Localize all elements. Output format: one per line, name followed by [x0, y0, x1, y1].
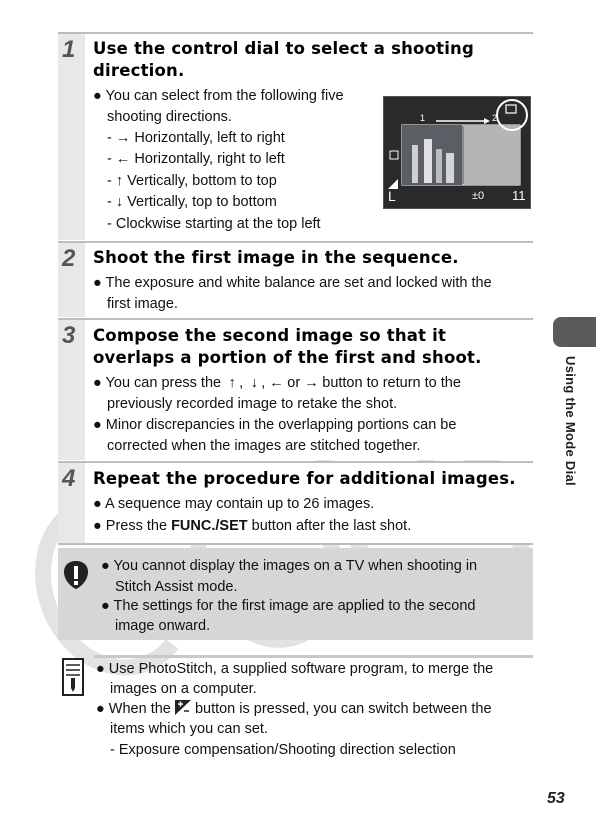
bullet-icon: ● [96, 661, 105, 677]
exposure-button-icon [175, 700, 191, 715]
body-text: shooting directions. [107, 109, 232, 125]
body-text: items which you can set. [110, 721, 268, 737]
bullet-text: ● You can press the ↑ , ↓ , ← or → button to return to the [93, 373, 461, 394]
lcd-frame-number-2: 2 [492, 113, 498, 123]
up-arrow-icon: ↑ [228, 375, 236, 391]
lcd-screen-graphic [384, 97, 530, 208]
step-number: 3 [62, 322, 76, 349]
section-label: Using the Mode Dial [563, 356, 578, 486]
bullet-text: ● Press the FUNC./SET button after the last shot. [93, 518, 412, 534]
right-arrow-icon: → [304, 375, 319, 391]
left-arrow-icon: ← [269, 375, 284, 391]
body-text: images on a computer. [110, 681, 257, 697]
step-2 [58, 243, 533, 317]
note-icon [62, 658, 84, 696]
step-4 [58, 463, 533, 543]
step-title-line: Compose the second image so that it [93, 326, 447, 345]
step-title-line: Use the control dial to select a shooting [93, 39, 475, 58]
step-number: 2 [62, 245, 76, 272]
bullet-icon: ● [96, 701, 105, 717]
bullet-icon: ● [93, 275, 102, 291]
bullet-text: ● The settings for the first image are applied to the second [101, 598, 476, 614]
caution-box [58, 548, 533, 640]
step-title-line: Shoot the first image in the sequence. [93, 248, 459, 267]
lcd-frame-number-1: 1 [420, 113, 426, 123]
bullet-icon: ● [101, 598, 110, 614]
step-number-column [58, 34, 85, 240]
bullet-text: ● The exposure and white balance are set and locked with the [93, 275, 492, 291]
bullet-text: ● You cannot display the images on a TV when shooting in [101, 558, 478, 574]
note-divider [94, 655, 533, 658]
direction-option: - ↓ Vertically, top to bottom [107, 194, 277, 210]
caution-icon [63, 560, 89, 590]
bullet-icon: ● [93, 417, 102, 433]
bullet-text: ● When the button is pressed, you can switch between the [96, 701, 492, 717]
step-title-line: overlaps a portion of the first and shoot. [93, 348, 482, 367]
direction-option: - ← Horizontally, right to left [107, 151, 285, 167]
lcd-shot-count: 11 [512, 188, 526, 203]
bullet-icon: ● [93, 375, 102, 391]
bullet-icon: ● [93, 88, 102, 104]
page-number: 53 [547, 790, 565, 807]
lcd-image-size: L [388, 188, 396, 204]
step-number: 1 [62, 36, 76, 63]
step-number: 4 [62, 465, 76, 492]
bullet-icon: ● [93, 496, 102, 512]
lcd-exposure-value: ±0 [472, 190, 485, 202]
step-divider [58, 543, 533, 545]
body-text: Stitch Assist mode. [115, 579, 238, 595]
step-3 [58, 320, 533, 460]
step-title-line: Repeat the procedure for additional images. [93, 469, 516, 488]
bullet-text: ● Use PhotoStitch, a supplied software program, to merge the [96, 661, 494, 677]
body-text: image onward. [115, 618, 211, 634]
bullet-text: ● Minor discrepancies in the overlapping portions can be [93, 417, 457, 433]
body-text: first image. [107, 296, 178, 312]
step-title-line: direction. [93, 61, 185, 80]
body-text: - Exposure compensation/Shooting direction selection [110, 742, 456, 758]
bullet-text: ● You can select from the following five [93, 88, 344, 104]
down-arrow-icon: ↓ [250, 375, 258, 391]
bullet-icon: ● [93, 518, 102, 534]
section-tab [553, 317, 596, 347]
direction-option: - ↑ Vertically, bottom to top [107, 173, 277, 189]
bullet-text: ● A sequence may contain up to 26 images. [93, 496, 375, 512]
body-text: previously recorded image to retake the shot. [107, 396, 398, 412]
body-text: corrected when the images are stitched together. [107, 438, 421, 454]
bullet-icon: ● [101, 558, 110, 574]
direction-option: - Clockwise starting at the top left [107, 216, 321, 232]
direction-option: - → Horizontally, left to right [107, 130, 285, 146]
camera-lcd-illustration [383, 96, 531, 209]
